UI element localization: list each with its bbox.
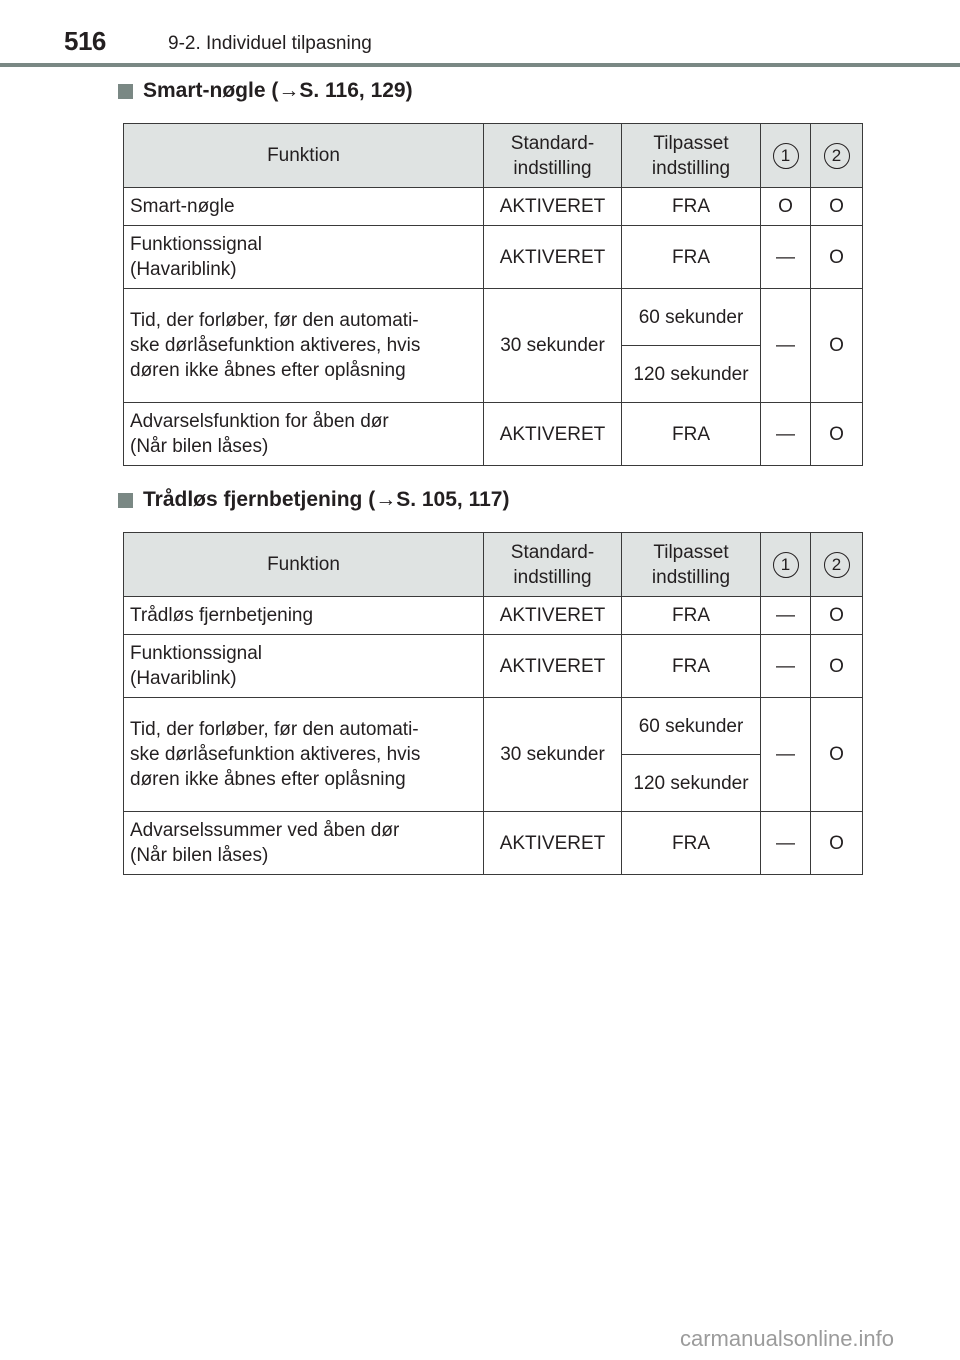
table-row — [124, 403, 863, 466]
circled-1-icon: 1 — [773, 552, 799, 578]
circled-2-icon: 2 — [824, 143, 850, 169]
col-header-custom: Tilpasset indstilling — [622, 124, 761, 188]
running-head: 9-2. Individuel tilpasning — [168, 33, 372, 54]
cell-custom: FRA — [622, 226, 761, 289]
table-row — [124, 289, 863, 346]
table-row — [124, 226, 863, 289]
cell-c2: O — [811, 188, 863, 226]
cell-function: Advarselssummer ved åben dør (Når bilen låses) — [124, 812, 484, 875]
cell-custom: FRA — [622, 812, 761, 875]
cell-c2: O — [811, 597, 863, 635]
col-header-default: Standard- indstilling — [484, 124, 622, 188]
wireless-remote-table — [123, 532, 863, 875]
cell-custom-option-1: 60 sekunder — [622, 698, 761, 755]
col-header-2 — [811, 124, 863, 188]
cell-c2: O — [811, 812, 863, 875]
cell-default: 30 sekunder — [484, 698, 622, 812]
cell-custom-option-2: 120 sekunder — [622, 755, 761, 812]
cell-default: 30 sekunder — [484, 289, 622, 403]
table-header-row — [124, 533, 863, 597]
cell-default: AKTIVERET — [484, 226, 622, 289]
cell-c1: — — [761, 403, 811, 466]
cell-custom-option-2: 120 sekunder — [622, 346, 761, 403]
col-header-function: Funktion — [124, 533, 484, 597]
cell-default: AKTIVERET — [484, 597, 622, 635]
cell-c2: O — [811, 698, 863, 812]
cell-custom: FRA — [622, 597, 761, 635]
cell-function: Tid, der forløber, før den automati- ske dørlåsefunktion aktiveres, hvis døren ikke åbnes efter oplåsning — [124, 698, 484, 812]
col-header-function: Funktion — [124, 124, 484, 188]
cell-default: AKTIVERET — [484, 403, 622, 466]
section-square-icon — [118, 84, 133, 99]
watermark: carmanualsonline.info — [680, 1326, 895, 1351]
col-header-custom: Tilpasset indstilling — [622, 533, 761, 597]
table-row — [124, 188, 863, 226]
cell-function: Advarselsfunktion for åben dør (Når bilen låses) — [124, 403, 484, 466]
cell-function: Trådløs fjernbetjening — [124, 597, 484, 635]
cell-c1: O — [761, 188, 811, 226]
circled-1-icon: 1 — [773, 143, 799, 169]
cell-custom: FRA — [622, 188, 761, 226]
cell-function: Funktionssignal (Havariblink) — [124, 226, 484, 289]
page-number: 516 — [64, 26, 106, 56]
cell-c1: — — [761, 635, 811, 698]
section-title-wireless-remote — [118, 488, 509, 512]
col-header-1 — [761, 124, 811, 188]
cell-c2: O — [811, 635, 863, 698]
cell-default: AKTIVERET — [484, 635, 622, 698]
cell-default: AKTIVERET — [484, 812, 622, 875]
col-header-default: Standard- indstilling — [484, 533, 622, 597]
section-square-icon — [118, 493, 133, 508]
table-header-row — [124, 124, 863, 188]
cell-custom-option-1: 60 sekunder — [622, 289, 761, 346]
section-title-text: Smart-nøgle (→S. 116, 129) — [143, 79, 413, 102]
col-header-1 — [761, 533, 811, 597]
cell-custom: FRA — [622, 635, 761, 698]
cell-c2: O — [811, 226, 863, 289]
cell-default: AKTIVERET — [484, 188, 622, 226]
cell-c1: — — [761, 226, 811, 289]
circled-2-icon: 2 — [824, 552, 850, 578]
col-header-2 — [811, 533, 863, 597]
smart-key-table — [123, 123, 863, 466]
section-title-smart-key — [118, 79, 413, 103]
cell-function: Funktionssignal (Havariblink) — [124, 635, 484, 698]
table-row — [124, 635, 863, 698]
table-row — [124, 597, 863, 635]
cell-c1: — — [761, 812, 811, 875]
cell-custom: FRA — [622, 403, 761, 466]
table-row — [124, 698, 863, 755]
header-rule — [0, 63, 960, 67]
cell-function: Smart-nøgle — [124, 188, 484, 226]
table-row — [124, 812, 863, 875]
cell-function: Tid, der forløber, før den automati- ske dørlåsefunktion aktiveres, hvis døren ikke åbnes efter oplåsning — [124, 289, 484, 403]
cell-c1: — — [761, 289, 811, 403]
section-title-text: Trådløs fjernbetjening (→S. 105, 117) — [143, 488, 510, 511]
cell-c2: O — [811, 289, 863, 403]
cell-c1: — — [761, 597, 811, 635]
cell-c2: O — [811, 403, 863, 466]
cell-c1: — — [761, 698, 811, 812]
